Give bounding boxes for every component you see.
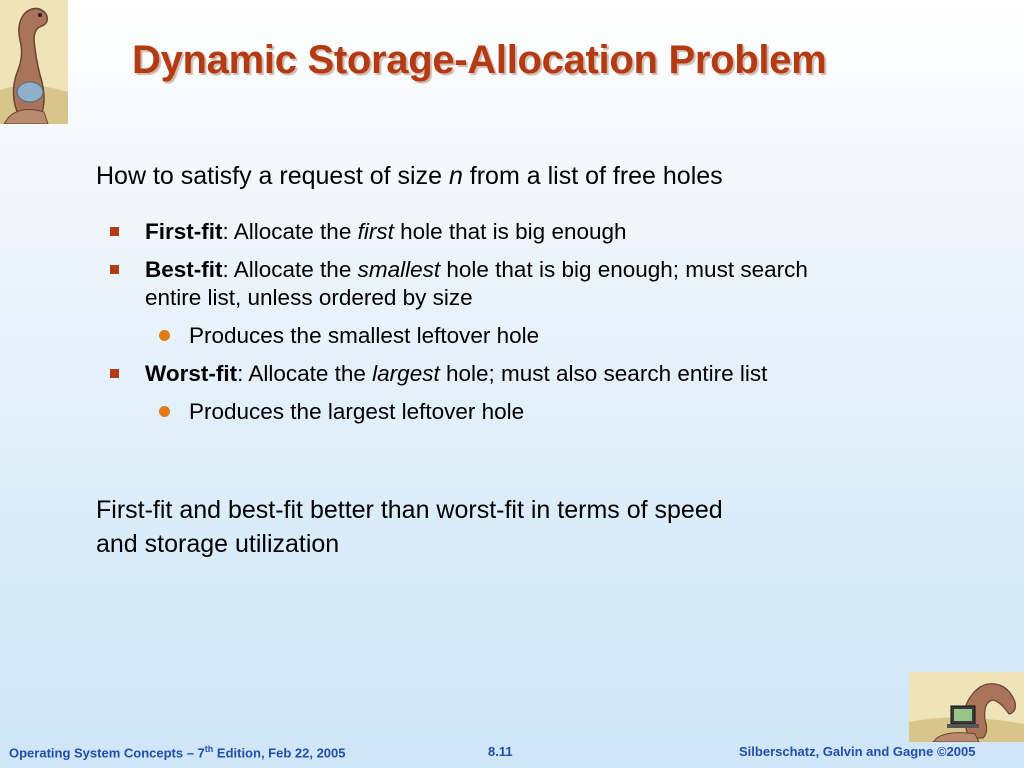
dinosaur-computer-icon (909, 672, 1024, 742)
footer-authors: Silberschatz, Galvin and Gagne ©2005 (739, 744, 976, 759)
item-description: hole that is big enough (393, 219, 627, 244)
term-worst-fit: Worst-fit (145, 361, 238, 386)
slide-title: Dynamic Storage-Allocation Problem (132, 38, 827, 82)
footer-slide-number: 8.11 (488, 744, 513, 759)
conclusion-text: First-fit and best-fit better than worst-fit in terms of speed and storage utilization (96, 496, 723, 558)
item-separator: : Allocate the (222, 219, 358, 244)
intro-variable: n (448, 162, 463, 190)
square-bullet-icon (110, 265, 119, 274)
sub-item-text: Produces the smallest leftover hole (189, 323, 540, 348)
sub-item-text: Produces the largest leftover hole (189, 399, 525, 424)
round-bullet-icon (159, 330, 170, 341)
square-bullet-icon (110, 227, 119, 236)
list-item-best-fit (108, 256, 828, 312)
footer-book-prefix: Operating System Concepts – 7 (9, 745, 205, 761)
list-item-worst-fit (108, 360, 828, 388)
item-emphasis: smallest (357, 257, 441, 282)
strategy-list (108, 218, 828, 436)
list-item-first-fit (108, 218, 828, 246)
item-separator: : Allocate the (222, 257, 358, 282)
intro-text (96, 162, 723, 191)
item-separator: : Allocate the (237, 361, 373, 386)
footer-book-title (9, 744, 346, 760)
term-best-fit: Best-fit (145, 257, 223, 282)
item-emphasis: first (357, 219, 394, 244)
dinosaur-logo-icon (0, 0, 68, 124)
term-first-fit: First-fit (145, 219, 223, 244)
sub-item-worst-fit (189, 398, 828, 426)
item-description: hole; must also search entire list (439, 361, 768, 386)
item-emphasis: largest (372, 361, 440, 386)
footer-edition-sup: th (204, 744, 214, 754)
intro-text-start: How to satisfy a request of size (96, 162, 449, 190)
item-description: hole that is big enough; must search entire list, unless ordered by size (145, 257, 808, 310)
sub-item-best-fit (189, 322, 828, 350)
square-bullet-icon (110, 369, 119, 378)
round-bullet-icon (159, 406, 170, 417)
intro-text-end: from a list of free holes (462, 162, 723, 190)
footer-book-suffix: Edition, Feb 22, 2005 (213, 745, 346, 761)
